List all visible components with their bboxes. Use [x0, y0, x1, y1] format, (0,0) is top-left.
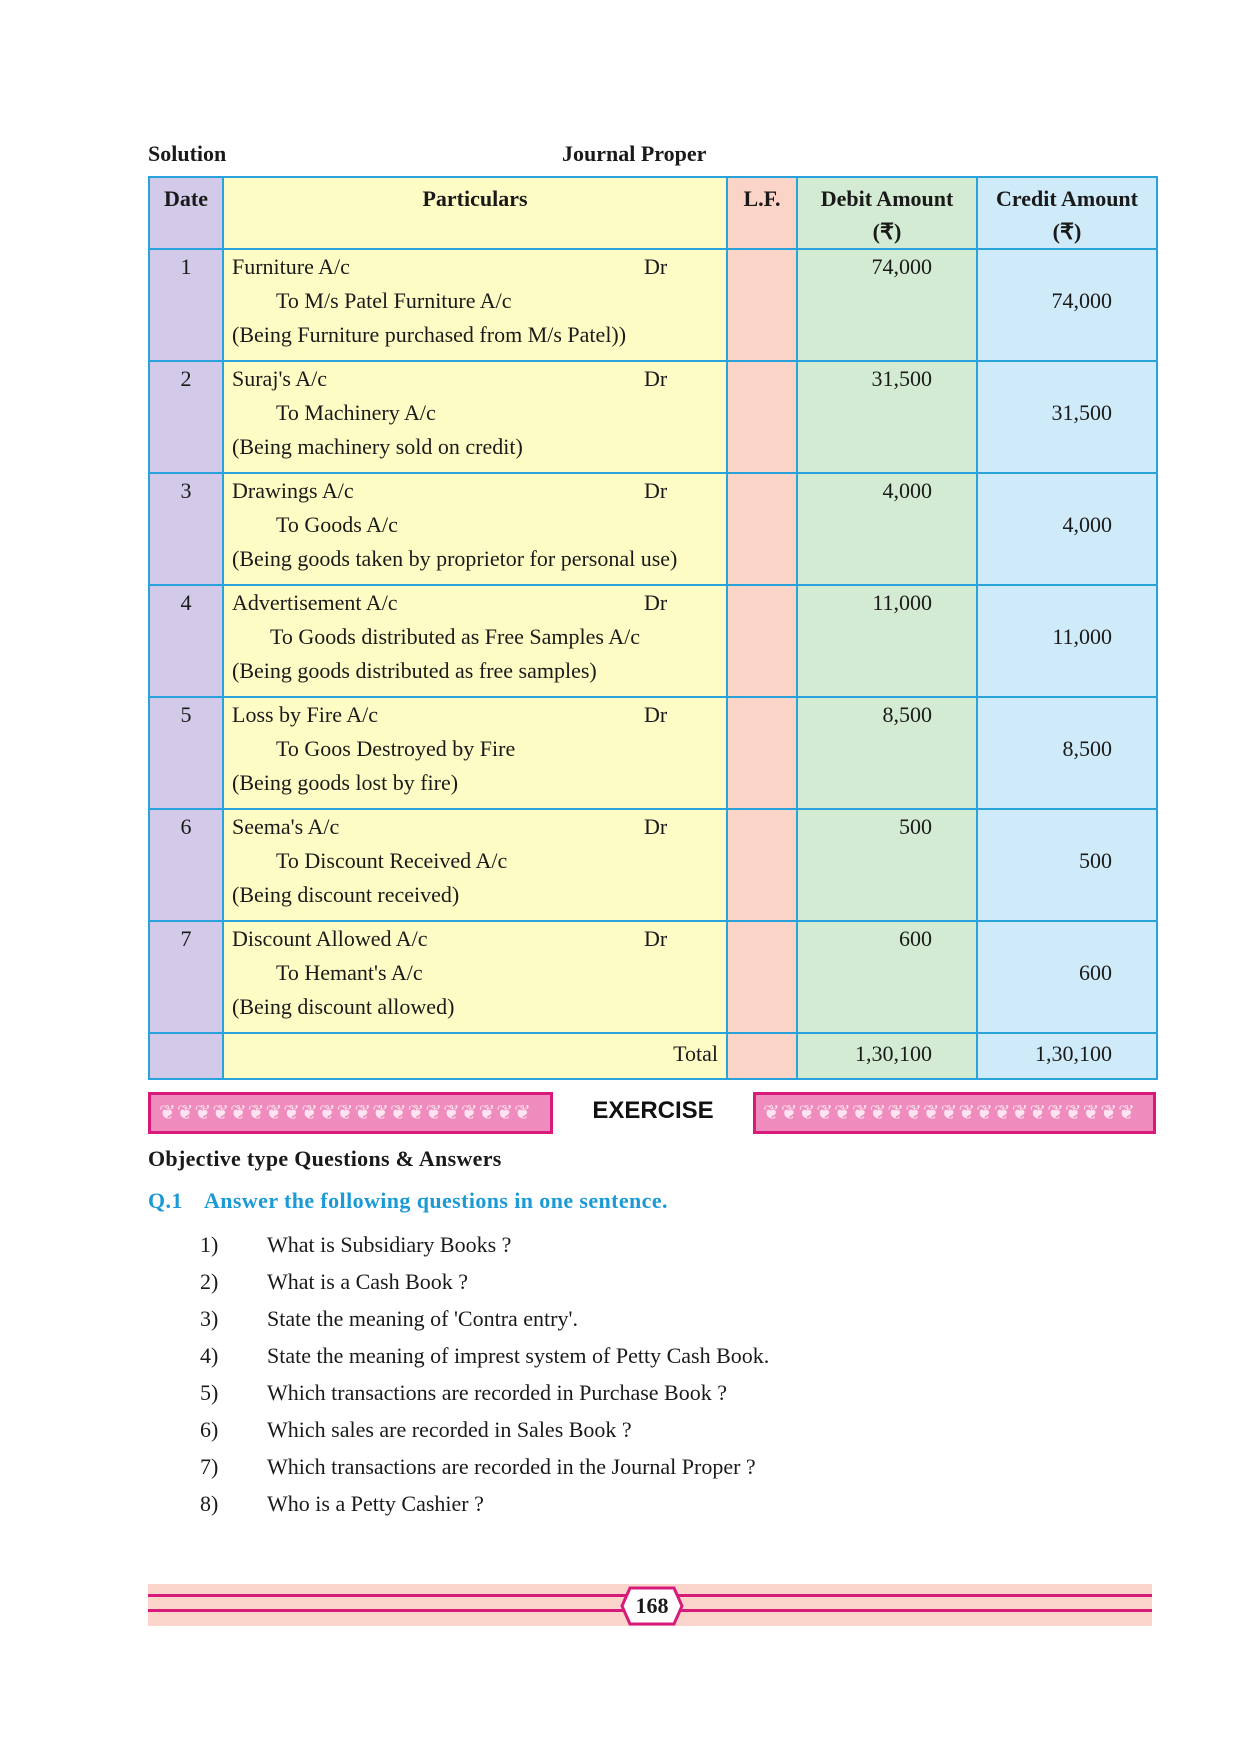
dr-marker: Dr — [644, 814, 668, 839]
debit-amount: 600 — [899, 926, 932, 951]
item-text: Which sales are recorded in Sales Book ? — [267, 1417, 632, 1442]
entry-lf — [727, 249, 797, 361]
section-title: Objective type Questions & Answers — [148, 1146, 502, 1171]
item-number: 5) — [200, 1380, 219, 1405]
question-list — [200, 1226, 769, 1522]
total-date-cell — [149, 1033, 223, 1079]
entry-debit — [797, 697, 977, 809]
entry-debit — [797, 921, 977, 1033]
entry-lf — [727, 697, 797, 809]
item-text: Which transactions are recorded in the Journal Proper ? — [267, 1454, 756, 1479]
debit-amount: 500 — [899, 814, 932, 839]
entry-date: 4 — [149, 585, 223, 697]
item-text: Which transactions are recorded in Purchase Book ? — [267, 1380, 727, 1405]
entry-lf — [727, 473, 797, 585]
entry-particulars — [223, 697, 727, 809]
entry-debit — [797, 361, 977, 473]
debit-account: Furniture A/c — [232, 254, 350, 279]
list-item — [200, 1411, 769, 1448]
page-number-badge — [620, 1586, 684, 1626]
header-debit — [797, 177, 977, 249]
item-text: State the meaning of 'Contra entry'. — [267, 1306, 578, 1331]
list-item — [200, 1300, 769, 1337]
entry-debit — [797, 473, 977, 585]
journal-entry-row — [149, 473, 1157, 585]
table-header-row — [149, 177, 1157, 249]
journal-entry-row — [149, 697, 1157, 809]
journal-entry-row — [149, 921, 1157, 1033]
credit-amount: 74,000 — [1051, 288, 1112, 313]
floral-border-right: ❦❦❦❦❦❦❦❦❦❦❦❦❦❦❦❦❦❦❦❦❦ — [763, 1102, 1136, 1124]
debit-account: Seema's A/c — [232, 814, 340, 839]
entry-lf — [727, 809, 797, 921]
debit-account-line — [224, 250, 726, 284]
entry-credit — [977, 921, 1157, 1033]
journal-proper-table — [148, 176, 1158, 1080]
debit-account-line — [224, 810, 726, 844]
credit-amount: 8,500 — [1062, 736, 1112, 761]
entry-particulars — [223, 361, 727, 473]
entry-particulars — [223, 249, 727, 361]
debit-amount: 74,000 — [871, 254, 932, 279]
debit-account: Loss by Fire A/c — [232, 702, 379, 727]
header-credit-unit: (₹) — [1052, 219, 1082, 244]
narration: (Being discount received) — [232, 882, 460, 907]
credit-account: To Discount Received A/c — [276, 848, 508, 873]
header-particulars: Particulars — [223, 177, 727, 249]
credit-amount: 500 — [1079, 848, 1112, 873]
debit-account: Suraj's A/c — [232, 366, 328, 391]
total-debit: 1,30,100 — [797, 1033, 977, 1079]
question-heading — [148, 1188, 668, 1214]
solution-label: Solution — [148, 141, 227, 166]
item-text: State the meaning of imprest system of Petty Cash Book. — [267, 1343, 770, 1368]
debit-amount: 8,500 — [882, 702, 932, 727]
credit-amount: 31,500 — [1051, 400, 1112, 425]
entry-credit — [977, 697, 1157, 809]
debit-account-line — [224, 362, 726, 396]
entry-particulars — [223, 809, 727, 921]
header-credit-label: Credit Amount — [996, 186, 1138, 211]
entry-date: 5 — [149, 697, 223, 809]
entry-particulars — [223, 921, 727, 1033]
entry-debit — [797, 585, 977, 697]
exercise-label: EXERCISE — [550, 1092, 756, 1134]
exercise-banner — [148, 1092, 1156, 1134]
entry-date: 7 — [149, 921, 223, 1033]
journal-entry-row — [149, 585, 1157, 697]
entry-date: 3 — [149, 473, 223, 585]
debit-amount: 31,500 — [871, 366, 932, 391]
debit-amount: 11,000 — [872, 590, 932, 615]
journal-entry-row — [149, 361, 1157, 473]
entry-lf — [727, 921, 797, 1033]
entry-credit — [977, 585, 1157, 697]
item-number: 7) — [200, 1454, 219, 1479]
total-lf-cell — [727, 1033, 797, 1079]
entry-date: 1 — [149, 249, 223, 361]
page-number: 168 — [635, 1593, 669, 1618]
entry-particulars — [223, 473, 727, 585]
debit-account-line — [224, 698, 726, 732]
journal-entry-row — [149, 249, 1157, 361]
credit-amount: 600 — [1079, 960, 1112, 985]
narration: (Being discount allowed) — [232, 994, 455, 1019]
credit-amount: 11,000 — [1052, 624, 1112, 649]
item-number: 3) — [200, 1306, 219, 1331]
dr-marker: Dr — [644, 254, 668, 279]
list-item — [200, 1485, 769, 1522]
question-title: Answer the following questions in one sentence. — [204, 1188, 668, 1213]
credit-account: To Machinery A/c — [276, 400, 436, 425]
total-label: Total — [223, 1033, 727, 1079]
entry-debit — [797, 249, 977, 361]
debit-account: Advertisement A/c — [232, 590, 398, 615]
debit-account: Discount Allowed A/c — [232, 926, 428, 951]
header-lf: L.F. — [727, 177, 797, 249]
solution-heading — [148, 141, 1158, 171]
item-number: 6) — [200, 1417, 219, 1442]
entry-credit — [977, 249, 1157, 361]
narration: (Being goods distributed as free samples) — [232, 658, 597, 683]
narration: (Being goods lost by fire) — [232, 770, 459, 795]
list-item — [200, 1263, 769, 1300]
entry-date: 2 — [149, 361, 223, 473]
credit-account: To Goods A/c — [276, 512, 398, 537]
entry-credit — [977, 473, 1157, 585]
entry-lf — [727, 585, 797, 697]
journal-title: Journal Proper — [562, 141, 707, 166]
list-item — [200, 1337, 769, 1374]
item-text: What is a Cash Book ? — [267, 1269, 469, 1294]
narration: (Being machinery sold on credit) — [232, 434, 523, 459]
entry-credit — [977, 809, 1157, 921]
dr-marker: Dr — [644, 590, 668, 615]
header-debit-label: Debit Amount — [820, 186, 954, 211]
debit-amount: 4,000 — [882, 478, 932, 503]
question-number: Q.1 — [148, 1188, 183, 1213]
credit-account: To Hemant's A/c — [276, 960, 423, 985]
item-text: Who is a Petty Cashier ? — [267, 1491, 484, 1516]
item-number: 2) — [200, 1269, 219, 1294]
credit-account: To Goos Destroyed by Fire — [276, 736, 516, 761]
narration: (Being goods taken by proprietor for personal use) — [232, 546, 678, 571]
credit-account: To Goods distributed as Free Samples A/c — [270, 624, 640, 649]
header-credit — [977, 177, 1157, 249]
dr-marker: Dr — [644, 478, 668, 503]
debit-account-line — [224, 586, 726, 620]
entry-date: 6 — [149, 809, 223, 921]
item-number: 4) — [200, 1343, 219, 1368]
dr-marker: Dr — [644, 366, 668, 391]
item-text: What is Subsidiary Books ? — [267, 1232, 512, 1257]
narration: (Being Furniture purchased from M/s Patel)) — [232, 322, 627, 347]
header-date: Date — [149, 177, 223, 249]
dr-marker: Dr — [644, 702, 668, 727]
credit-account: To M/s Patel Furniture A/c — [276, 288, 512, 313]
list-item — [200, 1374, 769, 1411]
entry-particulars — [223, 585, 727, 697]
debit-account-line — [224, 922, 726, 956]
entry-debit — [797, 809, 977, 921]
debit-account: Drawings A/c — [232, 478, 354, 503]
list-item — [200, 1448, 769, 1485]
item-number: 1) — [200, 1232, 219, 1257]
dr-marker: Dr — [644, 926, 668, 951]
entry-lf — [727, 361, 797, 473]
credit-amount: 4,000 — [1062, 512, 1112, 537]
journal-entry-row — [149, 809, 1157, 921]
total-credit: 1,30,100 — [977, 1033, 1157, 1079]
debit-account-line — [224, 474, 726, 508]
total-row — [149, 1033, 1157, 1079]
list-item — [200, 1226, 769, 1263]
item-number: 8) — [200, 1491, 219, 1516]
header-debit-unit: (₹) — [872, 219, 902, 244]
floral-border-left: ❦❦❦❦❦❦❦❦❦❦❦❦❦❦❦❦❦❦❦❦❦ — [159, 1102, 532, 1124]
entry-credit — [977, 361, 1157, 473]
